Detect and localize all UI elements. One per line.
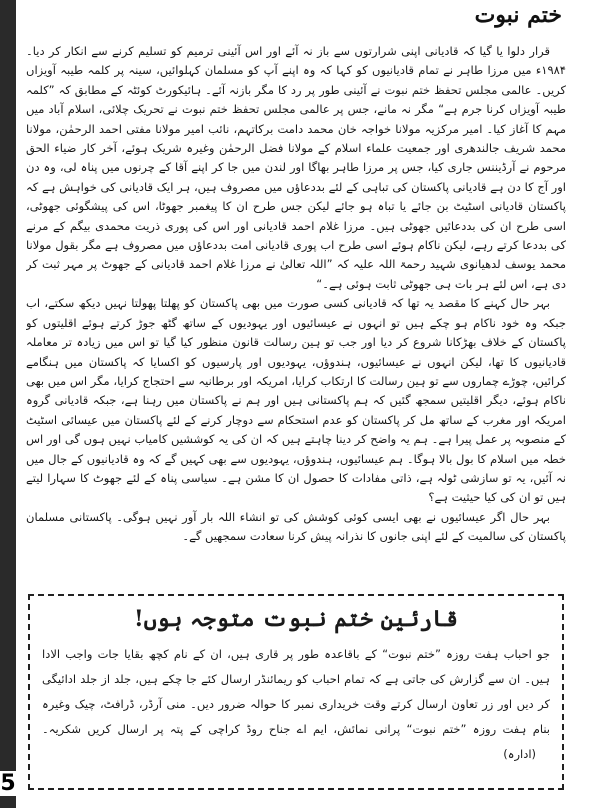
article-paragraph-2: بہر حال کہنے کا مقصد یہ تھا کہ قادیانی کسی صورت میں بھی پاکستان کو پھلتا پھولتا نہیں دیکھ سکتے، اب جبکہ وہ خود ناکام ہو چکے ہیں تو انہوں نے عیسائیوں اور یہودیوں کے ساتھ گٹھ جوڑ کرتے ہوئے اقلیتوں کو پاکستان کے خلاف بھڑکانا شروع کر دیا اور جب تو ہین رسالت قانون منظور کیا گیا تو اس میں زیادہ تر معاملہ قادیانیوں کا تھا، لیکن انہوں نے عیسائیوں، ہندوؤں، یہودیوں اور پارسیوں کو اکسایا کہ پاکستان میں ہنگامے کرائیں، چوڑے چماروں سے تو ہین رسالت کا ارتکاب کرایا، امریکہ اور برطانیہ سے احتجاج کرایا، مگر اس میں بھی ناکام ہوئے، دیگر اقلیتیں سمجھ گئیں کہ ہم پاکستانی ہیں اور ہم نے پاکستان میں رہنا ہے، جبکہ قادیانی گروہ امریکہ اور مغرب کے ساتھ مل کر پاکستان کو عدم استحکام سے دوچار کرنے کے لئے پاکستان میں عیسائی اسٹیٹ کے منصوبہ پر عمل پیرا ہے۔ ہم یہ واضح کر دینا چاہتے ہیں کہ ان کی یہ کوششیں کامیاب نہیں ہوں گی اور اس خطہ میں اسلام کا بول بالا ہوگا۔ ہم عیسائیوں، ہندوؤں، یہودیوں سے بھی کہیں گے کہ وہ قادیانیوں کے جال میں نہ آئیں، یہ تو سازشی ٹولہ ہے، ذاتی مفادات کا حصول ان کا مشن ہے۔ سیاسی پناہ کے لئے جھوٹ کا سہارا لیتے ہیں تو ان کی کیا حیثیت ہے؟	[26, 296, 566, 505]
notice-signature: (ادارہ)	[503, 747, 536, 761]
article-paragraph-1: قرار دلوا یا گیا کہ قادیانی اپنی شرارتوں سے باز نہ آئے اور اس آئینی ترمیم کو تسلیم کرنے سے انکار کر دیا۔ ۱۹۸۴ء میں مرزا طاہر نے تمام قادیانیوں کو کہا کہ وہ اپنے آپ کو مسلمان کہلوائیں، سینہ پر کلمہ طیبہ آویزاں کریں۔ عالمی مجلس تحفظ ختم نبوت نے آئینی طور پر رد کا مگر بازنہ آئے۔ ہائیکورٹ کوئٹہ کے مطابق کہ ”کلمہ طیبہ آویزاں کرنا جرم ہے“ مگر نہ مانے، جس پر عالمی مجلس تحفظ ختم نبوت نے تحریک چلائی، اسلام آباد میں مہم کا آغاز کیا۔ امیر مرکزیہ مولانا خواجہ خان محمد دامت برکاتہم، نائب امیر مولانا مفتی احمد الرحمٰن، مولانا محمد شریف جالندھری اور جمعیت علماء اسلام کے مولانا فضل الرحمٰن وغیرہ شریک ہوئے، آخر کار ضیاء الحق مرحوم نے آرڈیننس جاری کیا، جس پر مرزا طاہر بھاگا اور لندن میں جا کر اپنے آقا کے چرنوں میں پناہ لی، وہ دن اور آج کا دن ہے قادیانی پاکستان کی تباہی کے لئے بددعاؤں میں مصروف ہیں، ہر ایک قادیانی کی خواہش ہے کہ پاکستان قادیانی اسٹیٹ بن جائے یا تباہ ہو جائے لیکن جس طرح ان کا پیغمبر جھوٹا، اس کی پیشگوئی جھوٹی، اسی طرح ان کی بددعائیں جھوٹی ہیں۔ مرزا غلام احمد قادیانی اور اس کی پوری ذریت محمدی بیگم کے مرنے کی بددعا کرتے رہے، لیکن ناکام ہوئے اسی طرح اب پوری قادیانی امت بددعاؤں میں مصروف ہے مگر بقول مولانا محمد یوسف لدھیانوی شہید رحمۃ اللہ علیہ کہ ”اللہ تعالیٰ نے مرزا غلام احمد قادیانی کے جھوٹ پر مہر ثبت کر دی ہے، اس لئے ہر بات ہی جھوٹی ثابت ہوئی ہے۔“	[26, 44, 566, 291]
notice-title: قارئین ختم نبوت متوجہ ہوں!	[134, 606, 458, 632]
article-paragraph-3: بہر حال اگر عیسائیوں نے بھی ایسی کوئی کوشش کی تو انشاء اللہ بار آور نہیں ہوگی۔ پاکستانی مسلمان پاکستان کی سالمیت کے لئے اپنی جانوں کا نذرانہ پیش کرنا سعادت سمجھیں گے۔	[26, 509, 566, 544]
notice-body	[42, 642, 550, 767]
page-number: 5	[0, 771, 16, 796]
left-margin-bar	[0, 0, 16, 808]
notice-text: جو احباب ہفت روزہ ”ختم نبوت“ کے باقاعدہ طور پر قاری ہیں، ان کے نام کچھ بقایا جات واجب الادا ہیں۔ ان سے گزارش کی جاتی ہے کہ تمام احباب کو ریمائنڈر ارسال کئے جا چکے ہیں، جلد از جلد ادائیگی کر دیں اور زر تعاون ارسال کرتے وقت خریداری نمبر کا حوالہ ضرور دیں۔ منی آرڈر، ڈرافٹ، چیک وغیرہ بنام ہفت روزہ ”ختم نبوت“ پرانی نمائش، ایم اے جناح روڈ کراچی کے پتہ پر ارسال کریں شکریہ۔	[42, 647, 550, 736]
masthead-title: ختم نبوت	[474, 2, 562, 28]
reader-notice-box	[28, 594, 564, 790]
article-body	[26, 42, 566, 562]
